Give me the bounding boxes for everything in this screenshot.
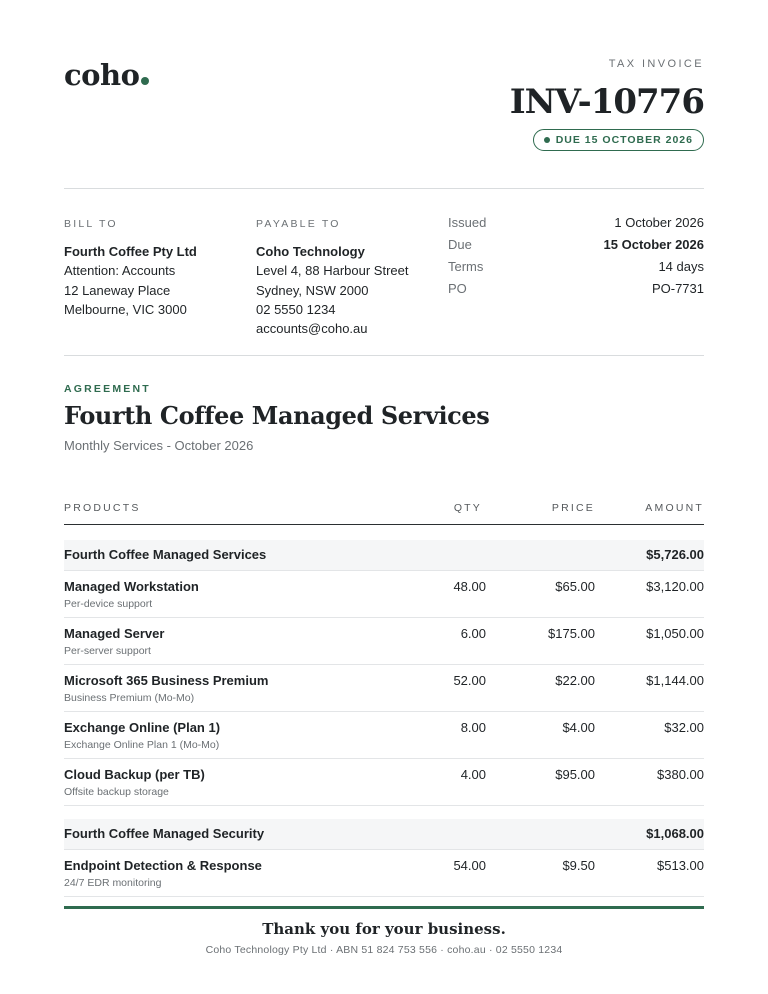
logo [64, 58, 149, 92]
item-amount: $380.00 [657, 767, 704, 782]
item-price: $4.00 [562, 720, 595, 735]
item-price: $175.00 [548, 626, 595, 641]
item-name: Microsoft 365 Business Premium [64, 673, 269, 688]
table-row [64, 712, 704, 759]
item-description: Business Premium (Mo-Mo) [64, 692, 195, 704]
meta-key: Due [448, 237, 472, 252]
divider [64, 355, 704, 356]
agreement-title: Fourth Coffee Managed Services [64, 401, 490, 430]
payable-to-email[interactable]: accounts@coho.au [256, 321, 368, 337]
meta-key: Terms [448, 259, 484, 274]
group-total: $1,068.00 [646, 826, 704, 841]
item-name: Exchange Online (Plan 1) [64, 720, 221, 735]
item-amount: $1,144.00 [646, 673, 704, 688]
item-qty: 8.00 [460, 720, 486, 735]
meta-key: PO [448, 281, 467, 296]
table-row [64, 618, 704, 665]
item-amount: $513.00 [657, 858, 704, 873]
payable-to-company: Coho Technology [256, 244, 365, 260]
bill-to-block [64, 215, 197, 319]
agreement-subtitle: Monthly Services - October 2026 [64, 438, 254, 453]
logo-dot-icon [141, 77, 149, 85]
item-price: $22.00 [555, 673, 595, 688]
group-total: $5,726.00 [646, 547, 704, 562]
header-products: PRODUCTS [64, 502, 141, 514]
item-description: Per-server support [64, 645, 151, 657]
item-name: Cloud Backup (per TB) [64, 767, 205, 782]
footer-rule [64, 906, 704, 909]
item-price: $9.50 [562, 858, 595, 873]
item-amount: $1,050.00 [646, 626, 704, 641]
item-amount: $32.00 [664, 720, 704, 735]
payable-to-label: PAYABLE TO [256, 218, 341, 230]
table-row [64, 759, 704, 806]
table-row [64, 665, 704, 712]
item-amount: $3,120.00 [646, 579, 704, 594]
group-name: Fourth Coffee Managed Security [64, 826, 265, 841]
payable-to-line: Sydney, NSW 2000 [256, 282, 369, 298]
due-badge-text: DUE 15 OCTOBER 2026 [555, 134, 693, 146]
item-qty: 4.00 [460, 767, 486, 782]
table-row [64, 850, 704, 897]
invoice-meta [448, 214, 704, 302]
meta-key: Issued [448, 215, 487, 230]
meta-value: 14 days [658, 259, 704, 274]
meta-row-issued [448, 214, 704, 236]
dot-icon [544, 137, 550, 143]
due-badge [533, 129, 704, 151]
table-row [64, 571, 704, 618]
payable-to-block [256, 215, 408, 338]
document-type: TAX INVOICE [608, 58, 704, 70]
meta-row-due [448, 236, 704, 258]
item-qty: 48.00 [453, 579, 486, 594]
item-name: Managed Server [64, 626, 165, 641]
item-description: Offsite backup storage [64, 786, 169, 798]
divider [64, 188, 704, 189]
header-qty: QTY [453, 502, 482, 514]
item-price: $95.00 [555, 767, 595, 782]
item-qty: 52.00 [453, 673, 486, 688]
header-amount: AMOUNT [645, 502, 704, 514]
logo-text: coho [64, 58, 140, 92]
bill-to-company: Fourth Coffee Pty Ltd [64, 244, 197, 260]
item-description: Per-device support [64, 598, 153, 610]
bill-to-line: Attention: Accounts [64, 263, 176, 279]
meta-value: 1 October 2026 [614, 215, 704, 230]
meta-row-po [448, 280, 704, 302]
item-description: 24/7 EDR monitoring [64, 877, 162, 889]
item-qty: 6.00 [460, 626, 486, 641]
item-name: Endpoint Detection & Response [64, 858, 262, 873]
group-name: Fourth Coffee Managed Services [64, 547, 267, 562]
thank-you-message: Thank you for your business. [262, 920, 506, 938]
table-group-row [64, 819, 704, 850]
meta-row-terms [448, 258, 704, 280]
bill-to-label: BILL TO [64, 218, 118, 230]
payable-to-line: Level 4, 88 Harbour Street [256, 263, 409, 279]
invoice-number: INV-10776 [509, 82, 704, 122]
bill-to-line: 12 Laneway Place [64, 282, 171, 298]
table-group-row [64, 540, 704, 571]
meta-value: PO-7731 [651, 281, 704, 296]
invoice-page [64, 0, 704, 994]
payable-to-line: 02 5550 1234 [256, 301, 336, 317]
bill-to-line: Melbourne, VIC 3000 [64, 301, 187, 317]
item-price: $65.00 [555, 579, 595, 594]
table-header [64, 502, 704, 525]
item-description: Exchange Online Plan 1 (Mo-Mo) [64, 739, 220, 751]
meta-value: 15 October 2026 [603, 237, 704, 252]
footer-company-line: Coho Technology Pty Ltd · ABN 51 824 753 556 · coho.au · 02 5550 1234 [205, 944, 563, 956]
item-qty: 54.00 [453, 858, 486, 873]
item-name: Managed Workstation [64, 579, 199, 594]
header-price: PRICE [551, 502, 595, 514]
agreement-label: AGREEMENT [64, 383, 151, 395]
